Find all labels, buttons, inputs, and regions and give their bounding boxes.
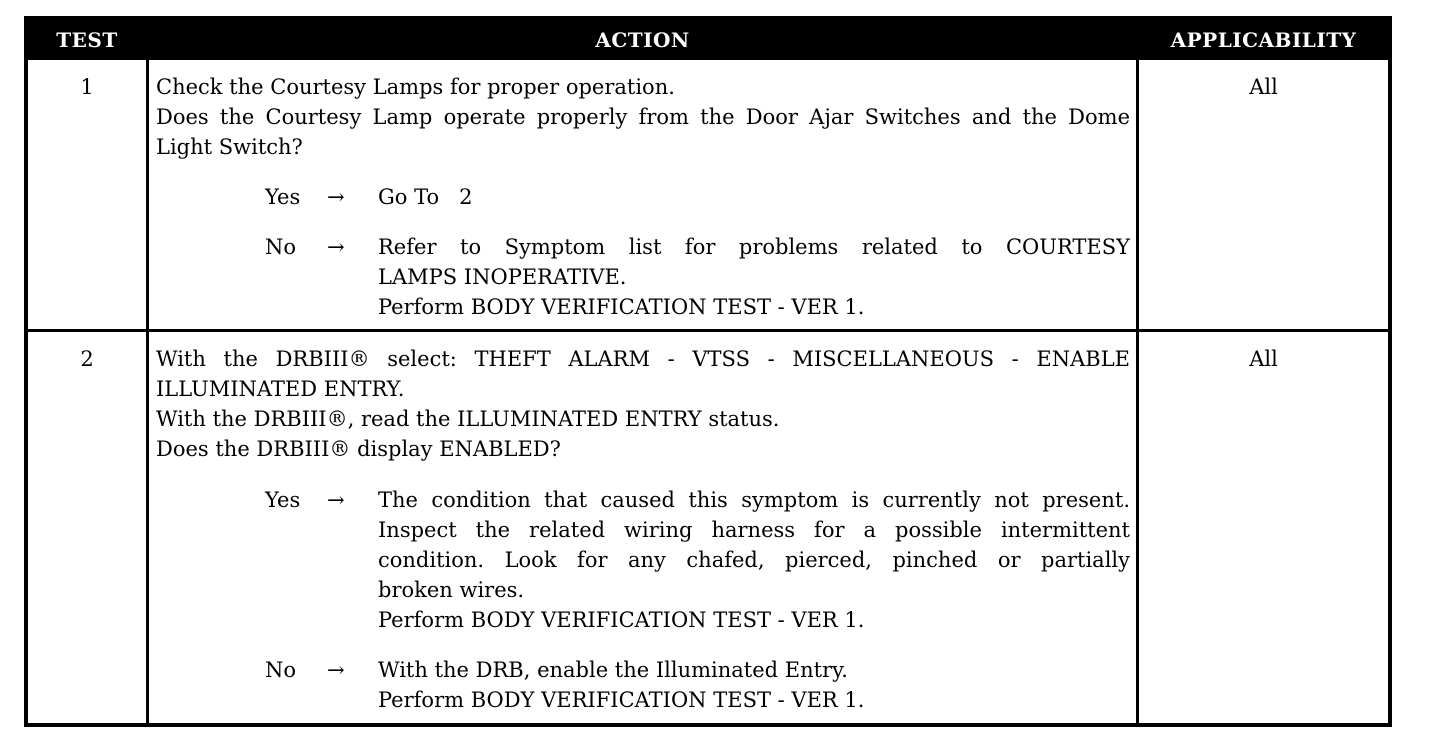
header-applicability: APPLICABILITY	[1170, 28, 1357, 52]
option-text	[378, 485, 1130, 635]
option-line: The condition that caused this symptom is currently not present.	[378, 488, 1130, 512]
option-line: Perform BODY VERIFICATION TEST - VER 1.	[378, 688, 865, 712]
row-divider	[28, 329, 1388, 332]
option-line: Refer to Symptom list for problems related to COURTESY	[378, 235, 1130, 259]
action-line: With the DRBIII® select: THEFT ALARM - VTSS - MISCELLANEOUS - ENABLE	[156, 347, 1130, 371]
action-line: Light Switch?	[156, 135, 303, 159]
column-divider	[1136, 60, 1139, 723]
table-header	[28, 20, 1388, 60]
option-line: LAMPS INOPERATIVE.	[378, 265, 627, 289]
header-action: ACTION	[595, 28, 690, 52]
applicability-value: All	[1249, 347, 1278, 371]
test-number: 2	[80, 347, 94, 371]
option-line: With the DRB, enable the Illuminated Entry.	[378, 658, 848, 682]
option-label: Yes	[265, 488, 301, 512]
action-line: Does the Courtesy Lamp operate properly from the Door Ajar Switches and the Dome	[156, 105, 1130, 129]
right-arrow-icon: →	[327, 235, 345, 259]
header-test: TEST	[56, 28, 118, 52]
applicability-value: All	[1249, 75, 1278, 99]
action-text	[156, 344, 1130, 464]
right-arrow-icon: →	[327, 185, 345, 209]
option-line: Inspect the related wiring harness for a possible intermittent	[378, 518, 1130, 542]
action-text	[156, 72, 1130, 162]
option-text	[378, 182, 1130, 212]
action-line: Does the DRBIII® display ENABLED?	[156, 437, 561, 461]
diagnostic-table	[24, 16, 1392, 727]
option-text	[378, 655, 1130, 715]
action-line: Check the Courtesy Lamps for proper operation.	[156, 75, 675, 99]
option-label: No	[265, 235, 297, 259]
right-arrow-icon: →	[327, 658, 345, 682]
action-line: With the DRBIII®, read the ILLUMINATED ENTRY status.	[156, 407, 780, 431]
option-line: Perform BODY VERIFICATION TEST - VER 1.	[378, 608, 865, 632]
option-line: broken wires.	[378, 578, 525, 602]
option-line: condition. Look for any chafed, pierced, pinched or partially	[378, 548, 1130, 572]
action-line: ILLUMINATED ENTRY.	[156, 377, 405, 401]
option-line: Perform BODY VERIFICATION TEST - VER 1.	[378, 295, 865, 319]
test-number: 1	[80, 75, 94, 99]
option-line: Go To 2	[378, 185, 473, 209]
option-label: Yes	[265, 185, 301, 209]
right-arrow-icon: →	[327, 488, 345, 512]
option-text	[378, 232, 1130, 322]
option-label: No	[265, 658, 297, 682]
column-divider	[146, 60, 149, 723]
